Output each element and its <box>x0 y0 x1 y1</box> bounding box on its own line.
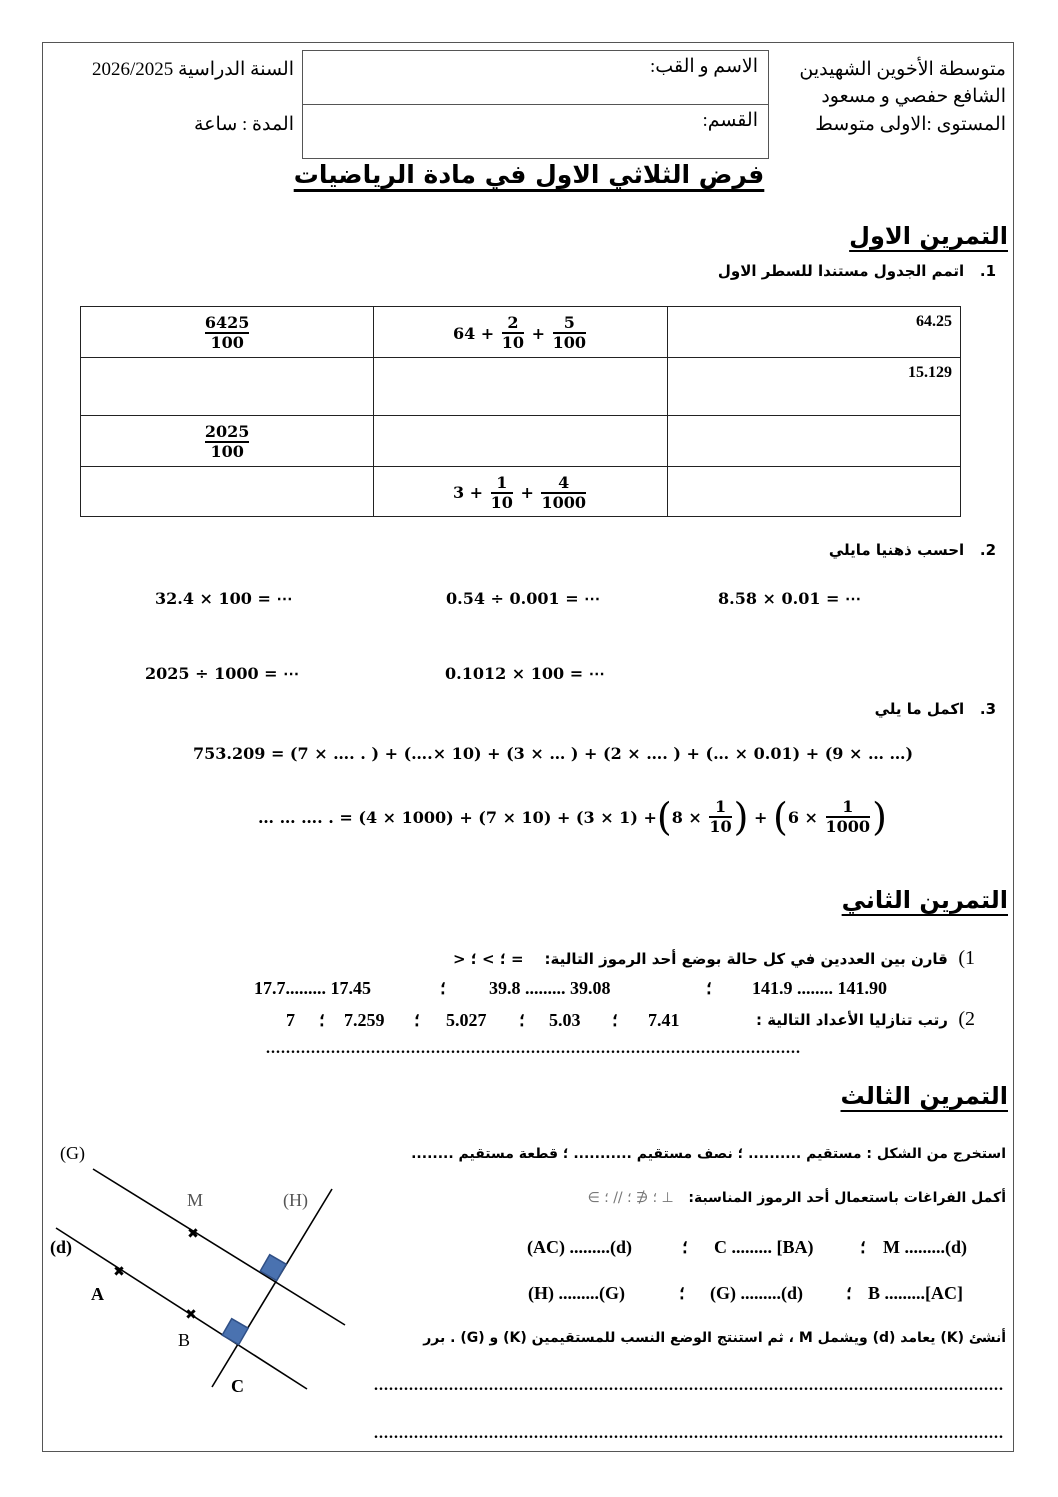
cell-decimal: 15.129 <box>667 358 960 416</box>
ex2-q1-text: قارن بين العددين في كل حالة بوضع أحد الرموز التالية: <box>544 950 948 968</box>
ex3-q1: استخرج من الشكل : مستقيم .......... ؛ نصف مستقيم ........... ؛ قطعة مستقيم ........ <box>411 1146 1006 1162</box>
ex2-q2-number: 2) <box>958 1008 975 1030</box>
answer-line[interactable]: .............................................................................................................................. <box>374 1425 1004 1442</box>
q1-text: اتمم الجدول مستندا للسطر الاول <box>717 262 965 280</box>
cell-sum[interactable] <box>374 358 667 416</box>
label-g: (G) <box>60 1143 85 1163</box>
label-h: (H) <box>283 1190 308 1210</box>
number-item: 7.41 <box>648 1010 680 1030</box>
separator: ؛ <box>519 1010 525 1030</box>
school-name-line1: متوسطة الأخوين الشهيدين <box>799 59 1006 80</box>
compare-pair: 17.7......... 17.45 <box>254 978 371 998</box>
q1-number: 1. <box>979 262 996 280</box>
line-d <box>56 1228 307 1389</box>
ex3-q2 <box>588 1190 1006 1206</box>
compare-pair: 39.8 ......... 39.08 <box>489 978 611 998</box>
ex3-q2-text: أكمل الفراغات باستعمال أحد الرموز المناسبة: <box>688 1190 1006 1206</box>
fill-item: (H) .........(G) <box>528 1283 625 1303</box>
class-field[interactable] <box>303 105 768 159</box>
right-angle-icon <box>222 1319 248 1345</box>
name-label: الاسم و القب: <box>650 56 758 77</box>
comparison-symbols: = ؛ > ؛ < <box>453 950 524 968</box>
name-field[interactable] <box>303 51 768 105</box>
right-angle-icon <box>260 1255 286 1281</box>
line2-left: … … …. . = (4 × 1000) + (7 × 10) + (3 × 1) + <box>258 807 657 827</box>
separator: ؛ <box>440 978 446 998</box>
number-item: 7.259 <box>344 1010 385 1030</box>
ex2-q1-number: 1) <box>958 947 975 969</box>
level-label: المستوى :الاولى متوسط <box>815 114 1006 135</box>
calc-item: 8.58 × 0.01 = ⋯ <box>718 589 862 608</box>
cell-sum[interactable] <box>374 416 667 467</box>
fill-item: C ......... [BA) <box>714 1237 814 1257</box>
class-label: القسم: <box>702 110 758 131</box>
decomposition-line1: 753.209 = (7 × …. . ) + (….× 10) + (3 × … ) + (2 × …. ) + (… × 0.01) + (9 × … …) <box>193 744 914 763</box>
exercise3-title: التمرين الثالث <box>840 1082 1008 1110</box>
ex3-q3: أنشئ (K) يعامد (d) ويشمل M ، ثم استنتج الوضع النسب للمستقيمين (K) و (G) . برر <box>423 1330 1006 1346</box>
point-m-marker: ✖ <box>187 1226 199 1242</box>
school-year: السنة الدراسية 2026/2025 <box>91 59 294 80</box>
table-row <box>81 358 961 416</box>
ex2-q2 <box>756 1008 975 1031</box>
school-name-line2: الشافع حفصي و مسعود <box>821 86 1006 107</box>
ex1-q1 <box>718 262 996 280</box>
cell-fraction: $\frac{6425}{100}$ <box>81 307 374 358</box>
separator: ؛ <box>706 978 712 998</box>
table-row <box>81 467 961 517</box>
geometry-figure <box>40 1140 360 1410</box>
table-row <box>81 307 961 358</box>
q3-text: اكمل ما يلي <box>874 700 965 718</box>
fill-item: (G) .........(d) <box>710 1283 803 1303</box>
ex1-q3 <box>875 700 996 718</box>
separator: ؛ <box>846 1283 852 1303</box>
calc-item: 32.4 × 100 = ⋯ <box>155 589 293 608</box>
ex2-q2-text: رتب تنازليا الأعداد التالية : <box>755 1011 948 1029</box>
cell-decimal[interactable] <box>667 467 960 517</box>
fill-item: M .........(d) <box>883 1237 967 1257</box>
separator: ؛ <box>414 1010 420 1030</box>
geometry-symbols: ∈ ؛ ∉ ؛ // ؛ ⊥ <box>587 1190 674 1206</box>
label-a: A <box>91 1284 104 1304</box>
cell-decimal: 64.25 <box>667 307 960 358</box>
ex1-q2 <box>829 541 996 559</box>
cell-fraction[interactable] <box>81 358 374 416</box>
cell-sum: 3 + $\frac{1}{10}$ + $\frac{4}{1000}$ <box>374 467 667 517</box>
ex2-q1 <box>453 947 975 970</box>
ordering-answer-line[interactable]: ........................................................................................................... <box>266 1040 801 1057</box>
fill-item: (AC) .........(d) <box>527 1237 632 1257</box>
duration: المدة : ساعة <box>194 114 294 135</box>
calc-item: 0.1012 × 100 = ⋯ <box>445 664 605 683</box>
student-info-box <box>302 50 769 159</box>
number-item: 5.03 <box>549 1010 581 1030</box>
cell-decimal[interactable] <box>667 416 960 467</box>
separator: ؛ <box>612 1010 618 1030</box>
q2-number: 2. <box>979 541 996 559</box>
cell-sum: 64 + $\frac{2}{10}$ + $\frac{5}{100}$ <box>374 307 667 358</box>
separator: ؛ <box>860 1237 866 1257</box>
separator: ؛ <box>679 1283 685 1303</box>
exercise2-title: التمرين الثاني <box>841 886 1008 914</box>
exam-title: فرض الثلاثي الاول في مادة الرياضيات <box>293 160 765 189</box>
table-row <box>81 416 961 467</box>
calc-item: 2025 ÷ 1000 = ⋯ <box>145 664 300 683</box>
label-b: B <box>178 1330 191 1350</box>
number-item: 7 <box>286 1010 295 1030</box>
answer-line[interactable]: .............................................................................................................................. <box>374 1377 1004 1394</box>
exercise1-title: التمرين الاول <box>849 222 1008 250</box>
calc-item: 0.54 ÷ 0.001 = ⋯ <box>446 589 601 608</box>
label-c: C <box>231 1376 244 1396</box>
fill-item: B .........[AC] <box>868 1283 963 1303</box>
q3-number: 3. <box>979 700 996 718</box>
decomposition-line2: … … …. . = (4 × 1000) + (7 × 10) + (3 × 1) + ( 8 × $\frac{1}{10}$ ) + ( 6 × $\frac{1}{1000}$ ) <box>258 795 887 839</box>
separator: ؛ <box>319 1010 325 1030</box>
number-item: 5.027 <box>446 1010 487 1030</box>
label-d: (d) <box>50 1237 72 1257</box>
decimal-table <box>80 306 961 517</box>
q2-text: احسب ذهنيا مايلي <box>828 541 965 559</box>
label-m: M <box>187 1190 204 1210</box>
separator: ؛ <box>682 1237 688 1257</box>
cell-fraction: $\frac{2025}{100}$ <box>81 416 374 467</box>
cell-fraction[interactable] <box>81 467 374 517</box>
point-b-marker: ✖ <box>185 1307 197 1323</box>
line-h <box>212 1189 332 1387</box>
point-a-marker: ✖ <box>113 1264 125 1280</box>
compare-pair: 141.9 ........ 141.90 <box>752 978 887 998</box>
